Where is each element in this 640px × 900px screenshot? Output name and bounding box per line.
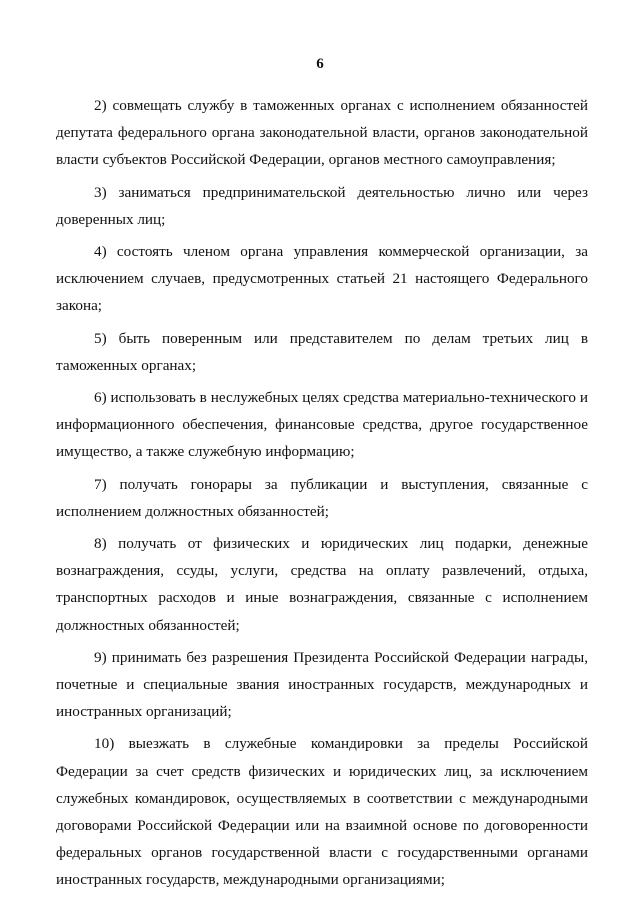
paragraph-item-10: 10) выезжать в служебные командировки за пределы Российской Федерации за счет средств физических и юридических лиц, за исключением служебных командировок, осуществляемых в соответствии с международными договорами Российской Федерации или на взаимной основе по договоренности федеральных органов государственной власти с государственными органами иностранных государств, международными организациями; xyxy=(56,735,588,889)
paragraph-item-2: 2) совмещать службу в таможенных органах с исполнением обязанностей депутата федерального органа законодательной власти, органов законодательной власти субъектов Российской Федерации, органов местного самоуправления; xyxy=(56,97,588,169)
paragraph-item-7: 7) получать гонорары за публикации и выступления, связанные с исполнением должностных обязанностей; xyxy=(56,475,588,520)
paragraph-item-6: 6) использовать в неслужебных целях средства материально-технического и информационного обеспечения, финансовые средства, другое государственное имущество, а также служебную информацию; xyxy=(56,389,588,461)
paragraph-item-3: 3) заниматься предпринимательской деятельностью лично или через доверенных лиц; xyxy=(56,183,588,228)
page-number: 6 xyxy=(316,56,324,72)
paragraph-item-8: 8) получать от физических и юридических лиц подарки, денежные вознаграждения, ссуды, услуги, средства на оплату развлечений, отдыха, транспортных расходов и иные вознаграждения, связанные с исполнением должностных обязанностей; xyxy=(56,535,588,634)
paragraph-item-4: 4) состоять членом органа управления коммерческой организации, за исключением случаев, предусмотренных статьей 21 настоящего Федерального закона; xyxy=(56,243,588,315)
paragraph-item-9: 9) принимать без разрешения Президента Российской Федерации награды, почетные и специальные звания иностранных государств, международных и иностранных организаций; xyxy=(56,648,588,721)
document-body xyxy=(56,92,588,899)
paragraph-item-5: 5) быть поверенным или представителем по делам третьих лиц в таможенных органах; xyxy=(56,329,588,374)
